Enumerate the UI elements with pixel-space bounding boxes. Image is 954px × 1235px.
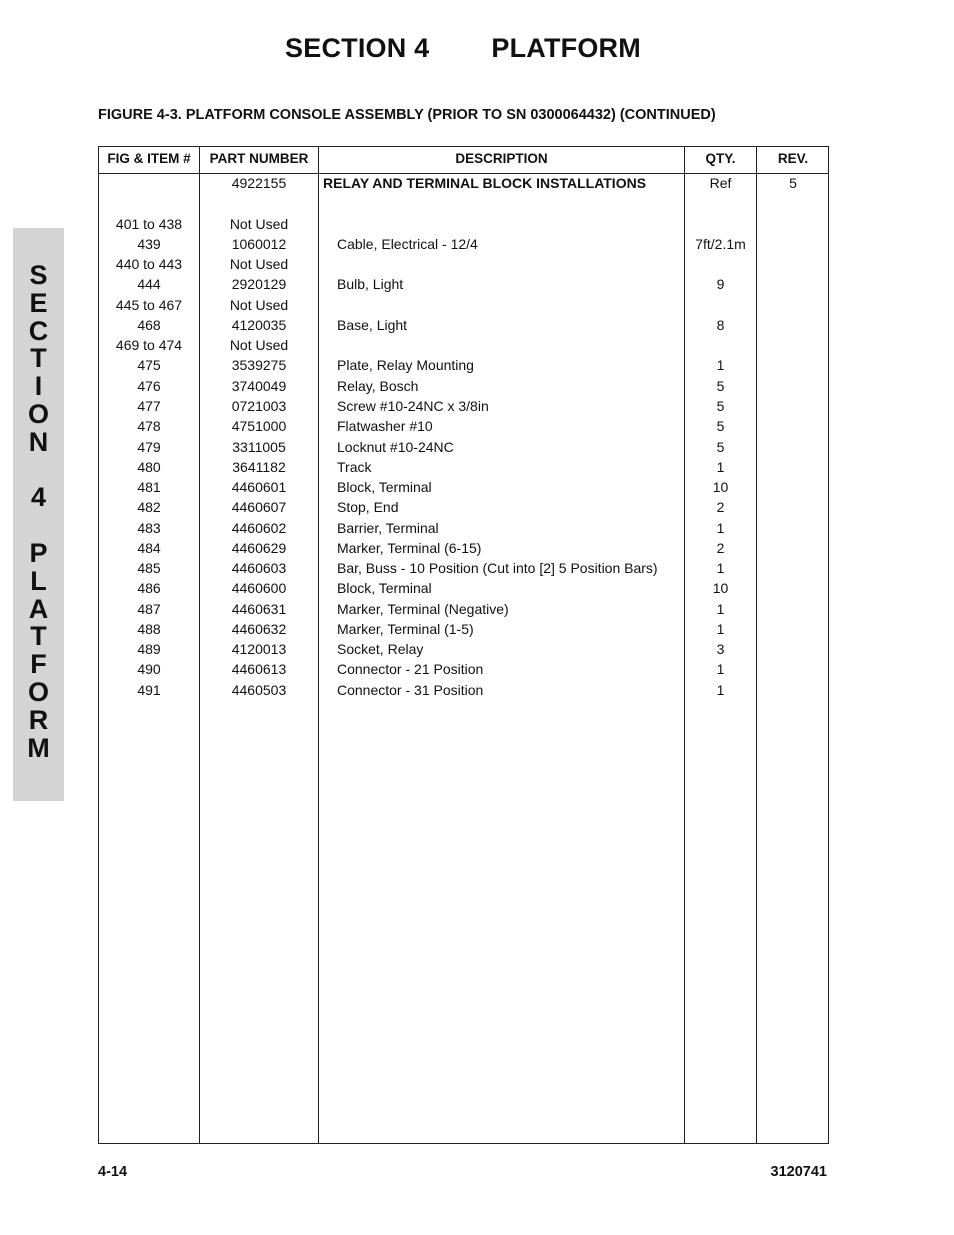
cell-qty: 3 [716,641,725,658]
cell-item-number: 486 [137,580,161,597]
cell-part-number: 4460631 [231,600,287,617]
cell-qty: 5 [716,377,725,394]
cell-qty: 1 [716,661,725,678]
table-row [99,459,828,479]
cell-part-number: 4751000 [231,418,287,435]
table-row [99,439,828,459]
cell-qty: 10 [712,479,729,496]
page-number: 4-14 [98,1164,128,1180]
table-row [99,682,828,702]
cell-item-number: 444 [137,276,161,293]
cell-qty: 7ft/2.1m [695,235,746,252]
cell-description: Socket, Relay [337,641,424,658]
cell-qty: 1 [716,357,725,374]
side-tab-letter: E [29,287,48,318]
cell-part-number: 4460600 [231,580,287,597]
cell-part-number: Not Used [229,256,289,273]
table-row [99,297,828,317]
cell-item-number: 401 to 438 [115,215,183,232]
side-tab-letter: R [28,704,49,735]
table-row [99,398,828,418]
cell-qty: 1 [716,681,725,698]
table-row [99,236,828,256]
header-divider [99,173,828,174]
cell-item-number: 482 [137,499,161,516]
cell-part-number: 4460503 [231,681,287,698]
table-row [99,256,828,276]
table-row [99,499,828,519]
side-tab-letter: O [27,676,49,707]
cell-item-number: 469 to 474 [115,337,183,354]
cell-item-number: 476 [137,377,161,394]
cell-item-number: 475 [137,357,161,374]
cell-part-number: 1060012 [231,235,287,252]
table-row [99,520,828,540]
cell-part-number: 4460601 [231,479,287,496]
cell-description: Connector - 21 Position [337,661,484,678]
header-qty: QTY. [705,151,736,166]
cell-item-number: 445 to 467 [115,296,183,313]
cell-part-number: 4922155 [231,175,287,191]
cell-item-number: 440 to 443 [115,256,183,273]
cell-description: Block, Terminal [337,580,432,597]
cell-item-number: 491 [137,681,161,698]
cell-description: RELAY AND TERMINAL BLOCK INSTALLATIONS [323,175,647,191]
side-tab-letter: T [30,343,47,374]
cell-part-number: 3311005 [232,438,286,455]
cell-item-number: 480 [137,458,161,475]
cell-part-number: 4120013 [231,641,287,658]
cell-item-number: 481 [137,479,161,496]
table-row [99,540,828,560]
cell-description: Track [337,458,372,475]
parts-table [98,146,829,1144]
cell-part-number: Not Used [229,296,289,313]
side-tab-letter: P [29,537,48,568]
cell-description: Flatwasher #10 [337,418,433,435]
cell-description: Stop, End [337,499,399,516]
cell-qty: 5 [716,418,725,435]
section-title [0,33,926,64]
cell-part-number: 4460629 [231,539,287,556]
table-row [99,580,828,600]
section-label: SECTION 4 [285,33,430,63]
cell-part-number: 3539275 [231,357,287,374]
cell-qty: 1 [716,560,725,577]
cell-part-number: 3641182 [232,458,286,475]
table-row [99,621,828,641]
table-row [99,560,828,580]
side-tab-letter: L [30,565,47,596]
cell-item-number: 489 [137,641,161,658]
side-tab-letter: O [27,398,49,429]
table-row [99,418,828,438]
cell-part-number: 4460602 [231,519,287,536]
cell-item-number: 483 [137,519,161,536]
header-rev: REV. [777,151,809,166]
cell-item-number: 479 [137,438,161,455]
cell-rev: 5 [789,175,797,191]
side-tab-letter: S [29,260,48,290]
section-side-tab [13,228,64,801]
cell-qty: 1 [716,519,725,536]
side-tab-letter: F [30,649,47,680]
table-row [99,357,828,377]
cell-part-number: 2920129 [231,276,287,293]
cell-item-number: 468 [137,316,161,333]
table-row [99,337,828,357]
section-name: PLATFORM [491,33,641,63]
cell-qty: 1 [716,620,725,637]
cell-part-number: 4460632 [231,620,287,637]
figure-title: FIGURE 4-3. PLATFORM CONSOLE ASSEMBLY (PRIOR TO SN 0300064432) (CONTINUED) [98,107,716,123]
header-part-number: PART NUMBER [209,151,309,166]
cell-description: Cable, Electrical - 12/4 [337,235,478,252]
cell-description: Plate, Relay Mounting [337,357,474,374]
cell-description: Screw #10-24NC x 3/8in [337,397,489,414]
cell-description: Relay, Bosch [337,377,419,394]
cell-description: Base, Light [337,316,408,333]
cell-part-number: 4460603 [231,560,287,577]
cell-qty: 10 [712,580,729,597]
cell-qty: 2 [716,539,725,556]
cell-description: Locknut #10-24NC [337,438,454,455]
table-row [99,378,828,398]
side-tab-letter: M [27,732,50,763]
side-tab-letter: T [30,621,47,652]
cell-description: Marker, Terminal (1-5) [337,620,474,637]
cell-qty: 5 [716,438,725,455]
cell-item-number: 477 [137,397,161,414]
cell-item-number: 487 [137,600,161,617]
cell-qty: 1 [716,458,725,475]
cell-qty: Ref [709,175,732,191]
cell-qty: 5 [716,397,725,414]
side-tab-letter: C [28,315,49,346]
side-tab-letter: 4 [30,482,47,513]
cell-part-number: 4460613 [231,661,287,678]
header-item: FIG & ITEM # [107,151,191,166]
cell-part-number: 0721003 [231,397,287,414]
cell-description: Bar, Buss - 10 Position (Cut into [2] 5 Position Bars) [337,560,658,577]
cell-qty: 1 [716,600,725,617]
table-row [99,661,828,681]
cell-qty: 9 [716,276,725,293]
cell-description: Bulb, Light [337,276,404,293]
cell-description: Barrier, Terminal [337,519,439,536]
side-tab-letter: A [28,593,49,624]
table-row [99,317,828,337]
table-row [99,175,828,195]
cell-description: Marker, Terminal (6-15) [337,539,482,556]
header-description: DESCRIPTION [455,151,548,166]
cell-item-number: 485 [137,560,161,577]
cell-part-number: 3740049 [231,377,287,394]
cell-part-number: Not Used [229,337,289,354]
cell-qty: 2 [716,499,725,516]
side-tab-letter: N [28,426,49,457]
document-number: 3120741 [770,1164,827,1180]
table-row [99,195,828,215]
table-row [99,641,828,661]
cell-part-number: Not Used [229,215,289,232]
cell-qty: 8 [716,316,725,333]
table-row [99,479,828,499]
table-row [99,216,828,236]
cell-item-number: 484 [137,539,161,556]
cell-item-number: 490 [137,661,161,678]
cell-description: Marker, Terminal (Negative) [337,600,509,617]
table-row [99,276,828,296]
table-row [99,601,828,621]
side-tab-letter: I [34,371,43,402]
side-tab-letters [13,262,64,762]
cell-part-number: 4120035 [231,316,287,333]
cell-item-number: 488 [137,620,161,637]
cell-description: Connector - 31 Position [337,681,484,698]
cell-part-number: 4460607 [231,499,287,516]
cell-description: Block, Terminal [337,479,432,496]
cell-item-number: 439 [137,235,161,252]
cell-item-number: 478 [137,418,161,435]
